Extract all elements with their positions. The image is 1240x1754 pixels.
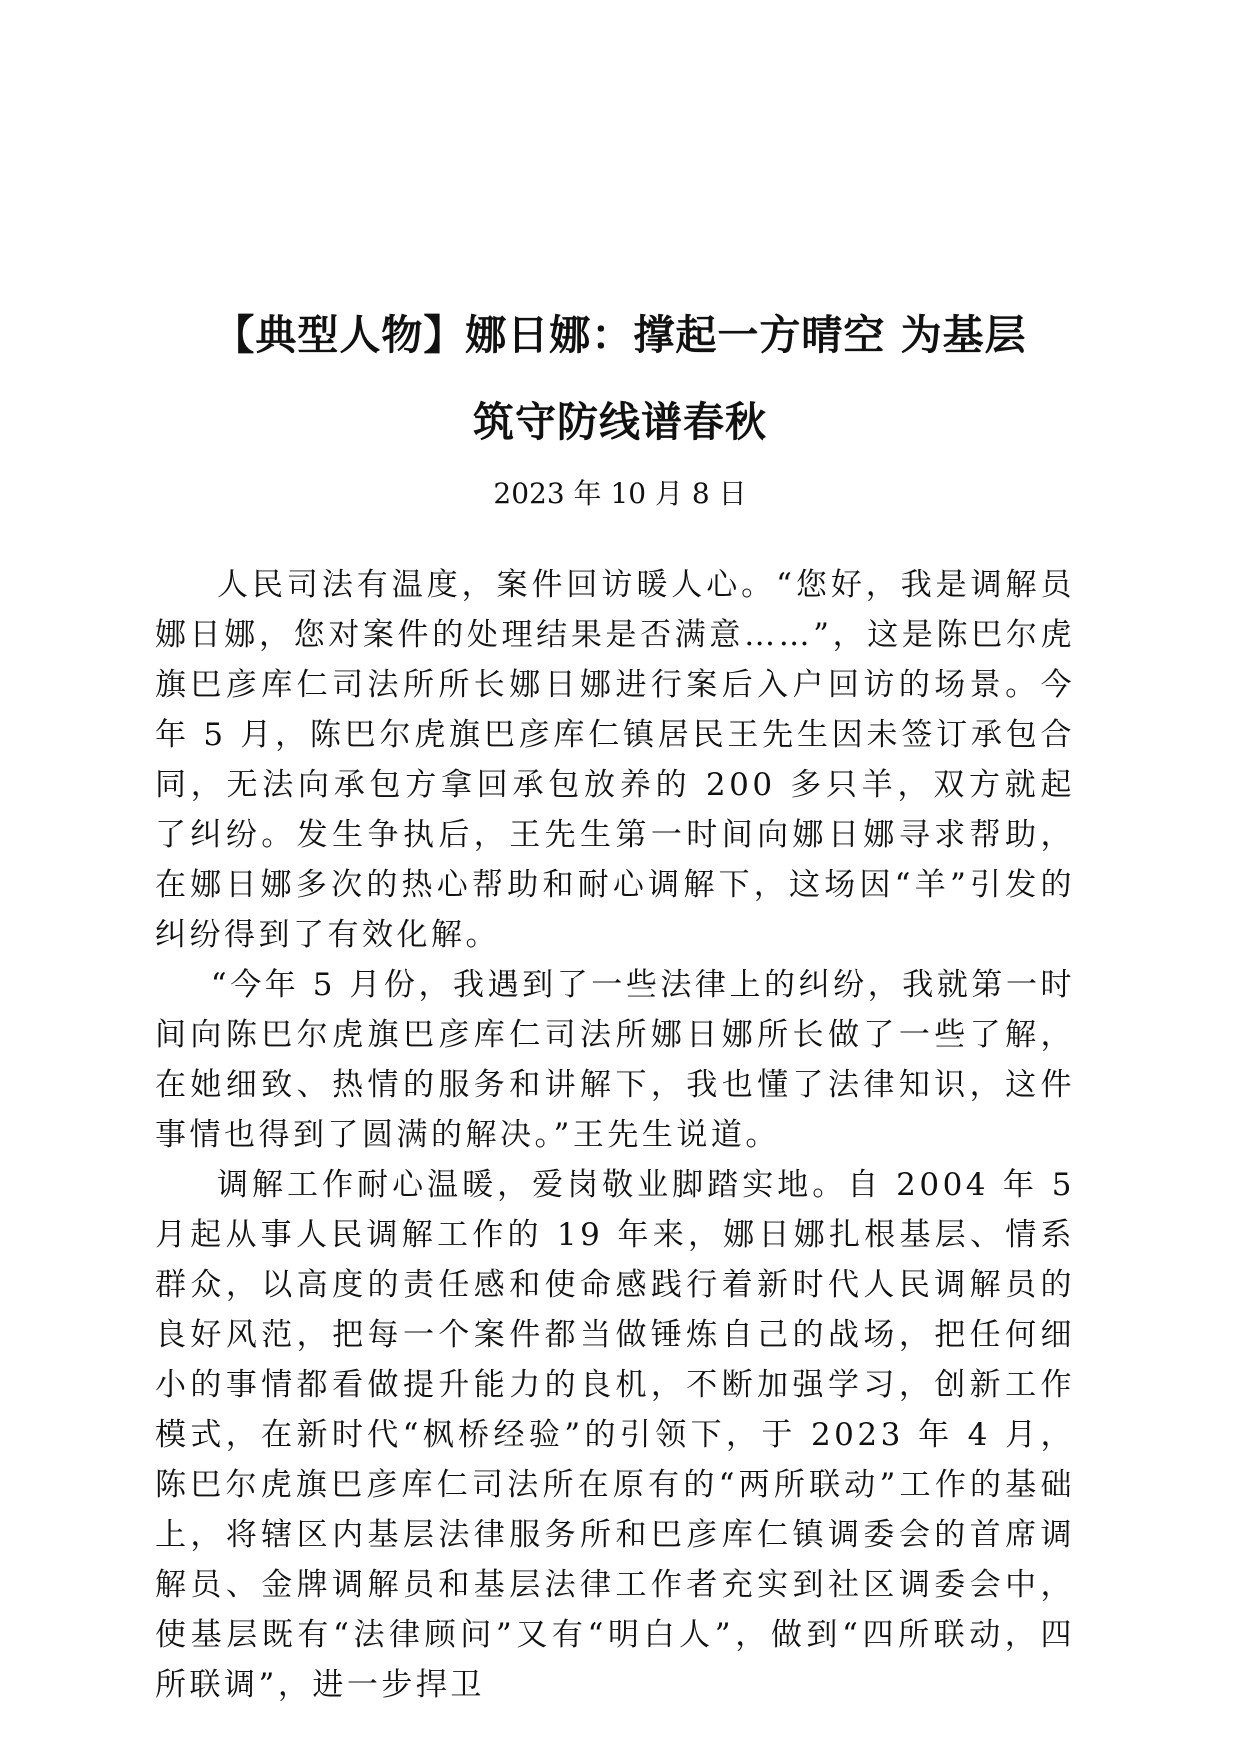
- publish-date: 2023 年 10 月 8 日: [493, 477, 747, 510]
- paragraph-2: “今年 5 月份，我遇到了一些法律上的纠纷，我就第一时间向陈巴尔虎旗巴彦库仁司法所娜日娜所长做了一些了解，在她细致、热情的服务和讲解下，我也懂了法律知识，这件事情也得到了圆满的解决。”王先生说道。: [155, 967, 1075, 1153]
- paragraph-1: 人民司法有温度，案件回访暖人心。“您好，我是调解员娜日娜，您对案件的处理结果是否满意……”，这是陈巴尔虎旗巴彦库仁司法所所长娜日娜进行案后入户回访的场景。今年 5 月，陈巴尔虎旗巴彦库仁镇居民王先生因未签订承包合同，无法向承包方拿回承包放养的 200 多只羊，双方就起了纠纷。发生争执后，王先生第一时间向娜日娜寻求帮助，在娜日娜多次的热心帮助和耐心调解下，这场因“羊”引发的纠纷得到了有效化解。: [155, 567, 1075, 953]
- article-body: [155, 560, 1075, 1710]
- title-line-2: 筑守防线谱春秋: [473, 398, 767, 446]
- title-line-1: 【典型人物】娜日娜：撑起一方晴空 为基层: [213, 311, 1027, 359]
- paragraph-3: 调解工作耐心温暖，爱岗敬业脚踏实地。自 2004 年 5 月起从事人民调解工作的 19 年来，娜日娜扎根基层、情系群众，以高度的责任感和使命感践行着新时代人民调解员的良好风范，把每一个案件都当做锤炼自己的战场，把任何细小的事情都看做提升能力的良机，不断加强学习，创新工作模式，在新时代“枫桥经验”的引领下，于 2023 年 4 月，陈巴尔虎旗巴彦库仁司法所在原有的“两所联动”工作的基础上，将辖区内基层法律服务所和巴彦库仁镇调委会的首席调解员、金牌调解员和基层法律工作者充实到社区调委会中，使基层既有“法律顾问”又有“明白人”，做到“四所联动，四所联调”，进一步捍卫: [155, 1167, 1075, 1703]
